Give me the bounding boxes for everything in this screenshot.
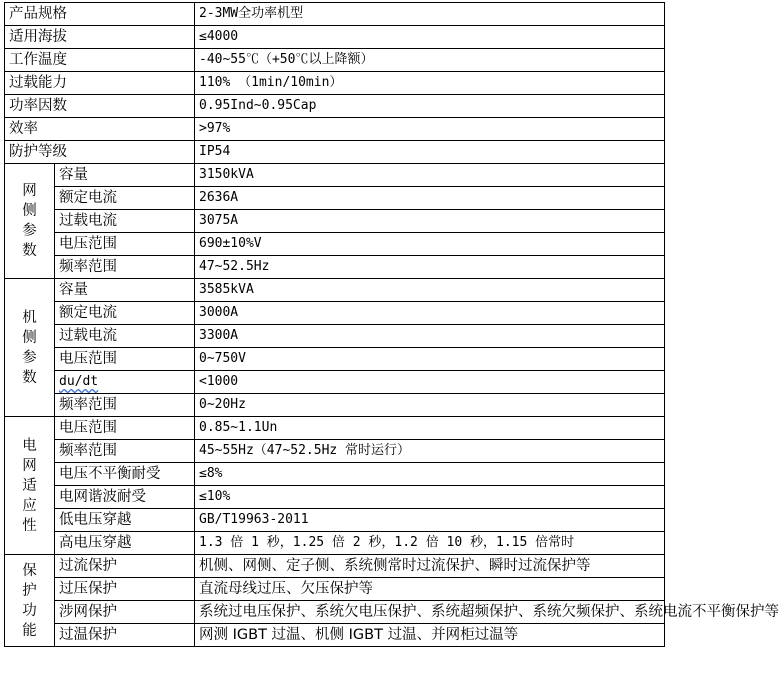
item-value: 3150kVA (195, 164, 665, 187)
item-label: 高电压穿越 (55, 532, 195, 555)
item-label: 容量 (55, 164, 195, 187)
item-value: ≤10% (195, 486, 665, 509)
item-label: 电压范围 (55, 417, 195, 440)
row-value: -40~55℃（+50℃以上降额） (195, 49, 665, 72)
item-value: 690±10%V (195, 233, 665, 256)
spec-row (5, 233, 665, 256)
row-label: 效率 (5, 118, 195, 141)
item-label: 电压范围 (55, 233, 195, 256)
spec-row (5, 302, 665, 325)
item-label: 过流保护 (55, 555, 195, 578)
spec-row (5, 72, 665, 95)
item-value: <1000 (195, 371, 665, 394)
item-label: 电压范围 (55, 348, 195, 371)
spec-row (5, 555, 665, 578)
item-label: 频率范围 (55, 440, 195, 463)
row-label: 产品规格 (5, 3, 195, 26)
row-value: >97% (195, 118, 665, 141)
row-value: 110% （1min/10min） (195, 72, 665, 95)
item-value: 0~750V (195, 348, 665, 371)
item-value: 3000A (195, 302, 665, 325)
item-label: 涉网保护 (55, 601, 195, 624)
row-value: IP54 (195, 141, 665, 164)
item-value: 0~20Hz (195, 394, 665, 417)
item-value: 0.85~1.1Un (195, 417, 665, 440)
spec-row (5, 187, 665, 210)
spec-row (5, 509, 665, 532)
spec-row (5, 532, 665, 555)
item-label: 容量 (55, 279, 195, 302)
spec-row (5, 118, 665, 141)
spec-row (5, 26, 665, 49)
item-label: 过载电流 (55, 325, 195, 348)
item-value: ≤8% (195, 463, 665, 486)
spec-row (5, 325, 665, 348)
spec-table (4, 2, 779, 647)
item-label: du/dt (55, 371, 195, 394)
spec-row (5, 95, 665, 118)
spec-row (5, 463, 665, 486)
item-value: 1.3 倍 1 秒，1.25 倍 2 秒，1.2 倍 10 秒，1.15 倍常时 (195, 532, 665, 555)
group-label-grid-side: 网 侧 参 数 (5, 164, 55, 279)
item-value: 3300A (195, 325, 665, 348)
spec-row (5, 348, 665, 371)
group-label-machine-side: 机 侧 参 数 (5, 279, 55, 417)
row-value: 2-3MW全功率机型 (195, 3, 665, 26)
item-value: 45~55Hz（47~52.5Hz 常时运行） (195, 440, 665, 463)
item-value: 网测 IGBT 过温、机侧 IGBT 过温、并网柜过温等 (195, 624, 665, 647)
row-label: 功率因数 (5, 95, 195, 118)
spec-row (5, 394, 665, 417)
spec-row (5, 164, 665, 187)
row-value: ≤4000 (195, 26, 665, 49)
item-label: 额定电流 (55, 187, 195, 210)
item-value: 47~52.5Hz (195, 256, 665, 279)
spec-row (5, 578, 665, 601)
row-label: 适用海拔 (5, 26, 195, 49)
item-label: 电网谐波耐受 (55, 486, 195, 509)
group-label-protection: 保 护 功 能 (5, 555, 55, 647)
item-value: 直流母线过压、欠压保护等 (195, 578, 665, 601)
spec-row (5, 210, 665, 233)
item-label: 过温保护 (55, 624, 195, 647)
item-value: 3075A (195, 210, 665, 233)
item-label: 过压保护 (55, 578, 195, 601)
row-label: 工作温度 (5, 49, 195, 72)
item-label: 低电压穿越 (55, 509, 195, 532)
spec-row (5, 417, 665, 440)
item-label: 频率范围 (55, 394, 195, 417)
spec-row (5, 141, 665, 164)
item-label: 电压不平衡耐受 (55, 463, 195, 486)
spec-row (5, 486, 665, 509)
row-label: 过载能力 (5, 72, 195, 95)
spec-row (5, 440, 665, 463)
item-value: GB/T19963-2011 (195, 509, 665, 532)
spec-row (5, 49, 665, 72)
item-label: 过载电流 (55, 210, 195, 233)
spec-row (5, 371, 665, 394)
spec-row (5, 624, 665, 647)
item-label: 额定电流 (55, 302, 195, 325)
spec-row (5, 256, 665, 279)
group-label-grid-adaptability: 电 网 适 应 性 (5, 417, 55, 555)
spec-row (5, 601, 665, 624)
item-value: 3585kVA (195, 279, 665, 302)
spec-row (5, 279, 665, 302)
item-value: 2636A (195, 187, 665, 210)
spec-row (5, 3, 665, 26)
row-value: 0.95Ind~0.95Cap (195, 95, 665, 118)
item-value: 系统过电压保护、系统欠电压保护、系统超频保护、系统欠频保护、系统电流不平衡保护等 (195, 601, 665, 624)
item-label: 频率范围 (55, 256, 195, 279)
row-label: 防护等级 (5, 141, 195, 164)
item-value: 机侧、网侧、定子侧、系统侧常时过流保护、瞬时过流保护等 (195, 555, 665, 578)
